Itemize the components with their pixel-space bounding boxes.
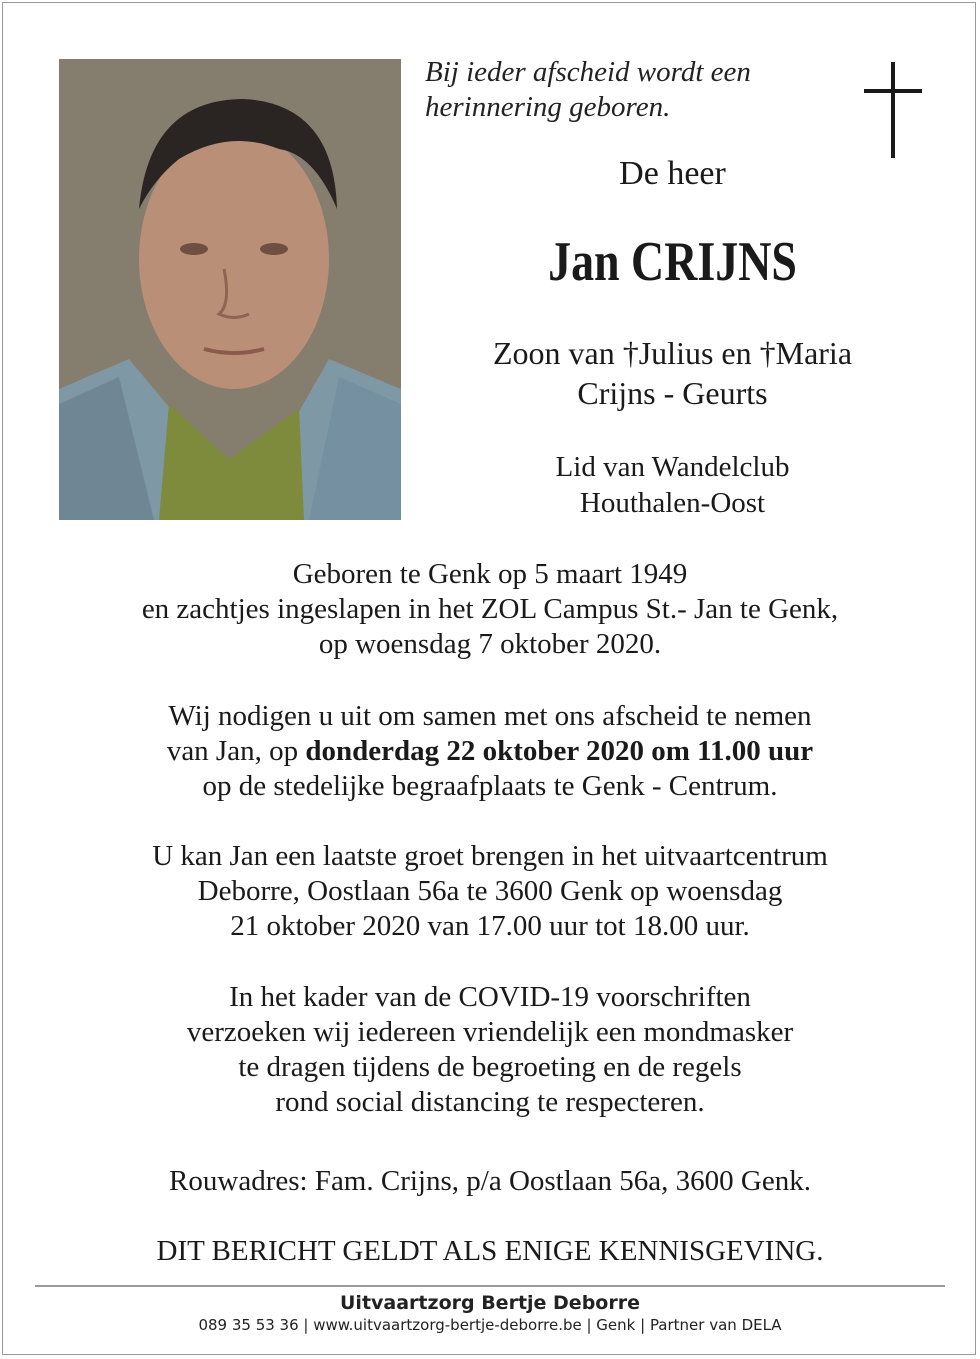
paragraph-line: en zachtjes ingeslapen in het ZOL Campus St.- Jan te Genk, xyxy=(141,593,839,625)
paragraph-line: op de stedelijke begraafplaats te Genk - Centrum. xyxy=(202,770,778,802)
invite-prefix: van Jan, op xyxy=(166,735,306,767)
paragraph-line: U kan Jan een laatste groet brengen in het uitvaartcentrum xyxy=(152,840,828,872)
motto-quote xyxy=(425,55,845,125)
birth-death-paragraph xyxy=(40,557,940,662)
club-membership xyxy=(425,449,920,521)
paragraph-line: verzoeken wij iedereen vriendelijk een mondmasker xyxy=(186,1016,794,1048)
visitation-paragraph xyxy=(40,839,940,944)
mourning-address: Rouwadres: Fam. Crijns, p/a Oostlaan 56a, 3600 Genk. xyxy=(169,1165,811,1197)
motto-line: Bij ieder afscheid wordt een xyxy=(425,56,751,88)
funeral-company-name: Uitvaartzorg Bertje Deborre xyxy=(340,1292,640,1314)
parents-info xyxy=(425,333,920,413)
paragraph-line xyxy=(40,734,940,769)
notice-statement: DIT BERICHT GELDT ALS ENIGE KENNISGEVING. xyxy=(156,1235,824,1267)
funeral-invitation-paragraph xyxy=(40,699,940,804)
cross-icon xyxy=(864,62,922,158)
paragraph-line: rond social distancing te respecteren. xyxy=(275,1086,705,1118)
club-line: Houthalen-Oost xyxy=(579,487,766,519)
paragraph-line: Geboren te Genk op 5 maart 1949 xyxy=(292,558,688,590)
paragraph-line: te dragen tijdens de begroeting en de regels xyxy=(238,1051,742,1083)
funeral-date-time: donderdag 22 oktober 2020 om 11.00 uur xyxy=(305,735,814,767)
club-line: Lid van Wandelclub xyxy=(555,451,790,483)
footer-divider xyxy=(35,1285,945,1287)
paragraph-line: 21 oktober 2020 van 17.00 uur tot 18.00 uur. xyxy=(230,910,750,942)
paragraph-line: Wij nodigen u uit om samen met ons afscheid te nemen xyxy=(168,700,812,732)
paragraph-line: op woensdag 7 oktober 2020. xyxy=(318,628,662,660)
portrait-photo xyxy=(59,59,401,520)
parents-line: Crijns - Geurts xyxy=(577,375,768,411)
motto-line: herinnering geboren. xyxy=(425,91,671,123)
funeral-company-contact: 089 35 53 36 | www.uitvaartzorg-bertje-deborre.be | Genk | Partner van DELA xyxy=(198,1316,782,1334)
paragraph-line: In het kader van de COVID-19 voorschriften xyxy=(229,981,751,1013)
paragraph-line: Deborre, Oostlaan 56a te 3600 Genk op woensdag xyxy=(197,875,783,907)
covid-paragraph xyxy=(40,980,940,1120)
parents-line: Zoon van †Julius en †Maria xyxy=(492,335,853,371)
deceased-name: Jan CRIJNS xyxy=(548,231,797,293)
honorific-title: De heer xyxy=(619,155,726,192)
